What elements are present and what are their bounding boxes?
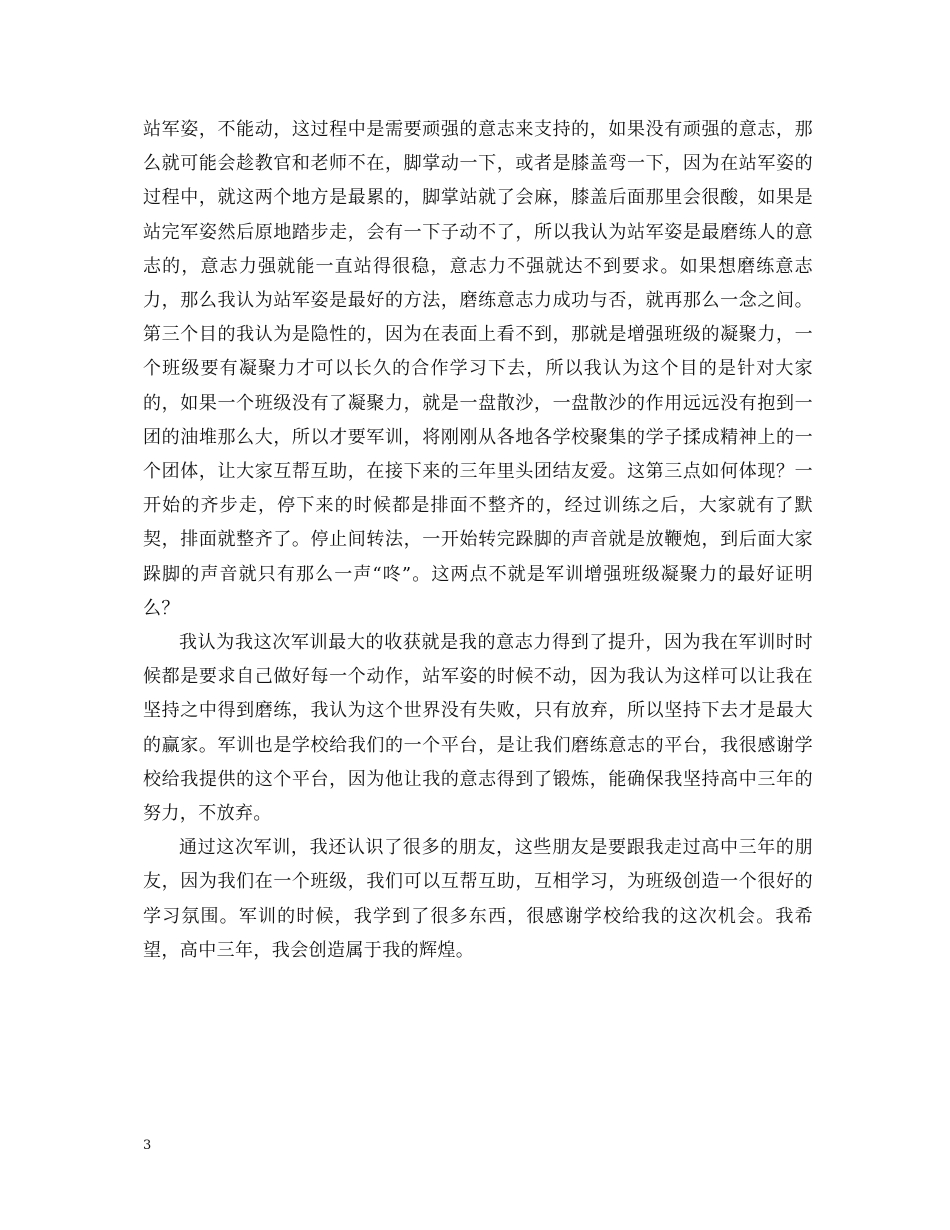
paragraph-3: 通过这次军训，我还认识了很多的朋友，这些朋友是要跟我走过高中三年的朋友，因为我们在一个班级，我们可以互帮互助，互相学习，为班级创造一个很好的学习氛围。军训的时候，我学到了很多东西，很感谢学校给我的这次机会。我希望，高中三年，我会创造属于我的辉煌。 <box>143 837 813 961</box>
page-number: 3 <box>143 1138 152 1153</box>
body-text <box>143 113 813 968</box>
paragraph-1: 站军姿，不能动，这过程中是需要顽强的意志来支持的，如果没有顽强的意志，那么就可能会趁教官和老师不在，脚掌动一下，或者是膝盖弯一下，因为在站军姿的过程中，就这两个地方是最累的，脚掌站就了会麻，膝盖后面那里会很酸，如果是站完军姿然后原地踏步走，会有一下子动不了，所以我认为站军姿是最磨练人的意志的，意志力强就能一直站得很稳，意志力不强就达不到要求。如果想磨练意志力，那么我认为站军姿是最好的方法，磨练意志力成功与否，就再那么一念之间。第三个目的我认为是隐性的，因为在表面上看不到，那就是增强班级的凝聚力，一个班级要有凝聚力才可以长久的合作学习下去，所以我认为这个目的是针对大家的，如果一个班级没有了凝聚力，就是一盘散沙，一盘散沙的作用远远没有抱到一团的油堆那么大，所以才要军训，将刚刚从各地各学校聚集的学子揉成精神上的一个团体，让大家互帮互助，在接下来的三年里头团结友爱。这第三点如何体现？一开始的齐步走，停下来的时候都是排面不整齐的，经过训练之后，大家就有了默契，排面就整齐了。停止间转法，一开始转完跺脚的声音就是放鞭炮，到后面大家跺脚的声音就只有那么一声“咚”。这两点不就是军训增强班级凝聚力的最好证明么？ <box>143 119 813 619</box>
paragraph-2: 我认为我这次军训最大的收获就是我的意志力得到了提升，因为我在军训时时候都是要求自己做好每一个动作，站军姿的时候不动，因为我认为这样可以让我在坚持之中得到磨练，我认为这个世界没有失败，只有放弃，所以坚持下去才是最大的赢家。军训也是学校给我们的一个平台，是让我们磨练意志的平台，我很感谢学校给我提供的这个平台，因为他让我的意志得到了锻炼，能确保我坚持高中三年的努力，不放弃。 <box>143 632 813 825</box>
